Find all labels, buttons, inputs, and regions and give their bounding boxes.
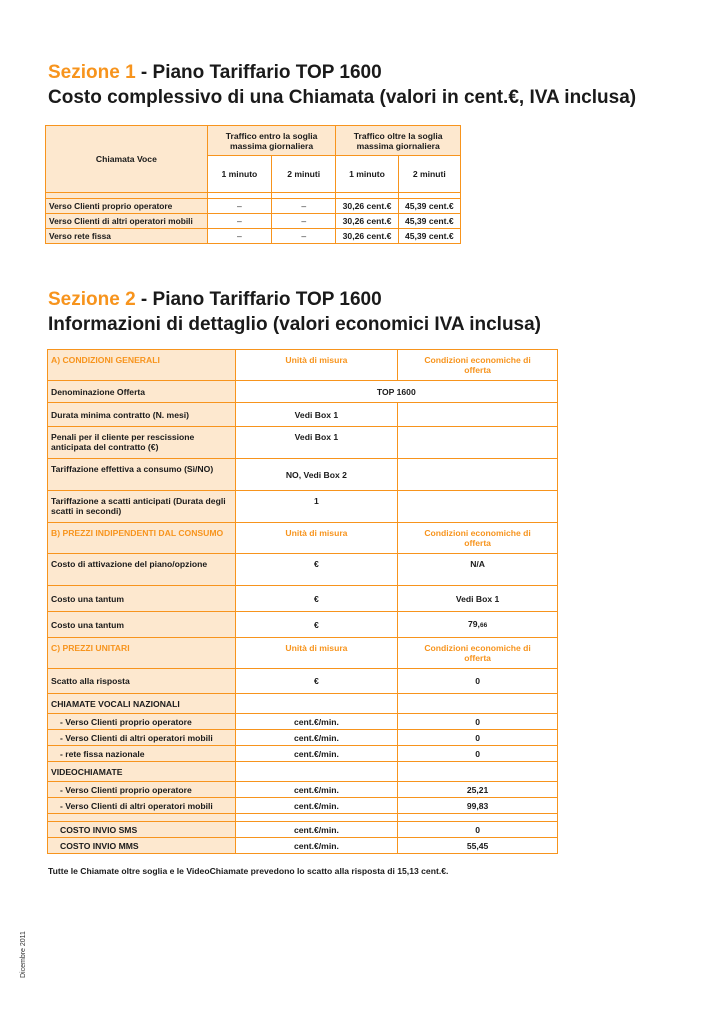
section2-title: - Piano Tariffario TOP 1600 <box>135 289 382 310</box>
section-b-header: B) PREZZI INDIPENDENTI DAL CONSUMO <box>48 523 236 554</box>
row-label: Tariffazione a scatti anticipati (Durata degli scatti in secondi) <box>48 491 236 523</box>
cell: N/A <box>398 554 558 586</box>
row-label: - Verso Clienti proprio operatore <box>48 782 236 798</box>
section1-label: Sezione 1 <box>48 62 136 83</box>
cell: € <box>235 612 398 638</box>
row-label: Durata minima contratto (N. mesi) <box>48 403 236 427</box>
table-row <box>48 798 558 814</box>
table-row <box>48 730 558 746</box>
row-label: Denominazione Offerta <box>48 381 236 403</box>
row-label: Penali per il cliente per rescissione anticipata del contratto (€) <box>48 427 236 459</box>
cell: 99,83 <box>398 798 558 814</box>
sub-header: 1 minuto <box>336 156 398 193</box>
cell: 0 <box>398 669 558 694</box>
section2-subtitle: Informazioni di dettaglio (valori economici IVA inclusa) <box>48 314 542 335</box>
cell: 1 <box>235 491 398 523</box>
row-label: COSTO INVIO SMS <box>48 822 236 838</box>
cell: 30,26 cent.€ <box>336 229 398 244</box>
cell: 0 <box>398 714 558 730</box>
cell: Vedi Box 1 <box>398 586 558 612</box>
group-oltre-soglia: Traffico oltre la soglia massima giornaliera <box>336 126 461 156</box>
cell: € <box>235 669 398 694</box>
price-decimals: 66 <box>479 621 488 629</box>
table-row <box>48 746 558 762</box>
cell: 45,39 cent.€ <box>398 214 460 229</box>
cell: 45,39 cent.€ <box>398 229 460 244</box>
cell: 25,21 <box>398 782 558 798</box>
sub-header: 2 minuti <box>272 156 336 193</box>
section1-subtitle: Costo complessivo di una Chiamata (valori in cent.€, IVA inclusa) <box>48 87 637 108</box>
row-label: - Verso Clienti proprio operatore <box>48 714 236 730</box>
cell: cent.€/min. <box>235 822 398 838</box>
footnote: Tutte le Chiamate oltre soglia e le VideoChiamate prevedono lo scatto alla risposta di 15,13 cent.€. <box>48 866 449 876</box>
row-label: Tariffazione effettiva a consumo (Sì/NO) <box>48 459 236 491</box>
table-row <box>48 782 558 798</box>
row-label: - rete fissa nazionale <box>48 746 236 762</box>
cell: € <box>235 554 398 586</box>
cell: 55,45 <box>398 838 558 854</box>
cell: cent.€/min. <box>235 798 398 814</box>
conditions-header: Condizioni economiche di offerta <box>398 350 558 381</box>
group-label: CHIAMATE VOCALI NAZIONALI <box>48 694 236 714</box>
table-row <box>48 838 558 854</box>
cell: 45,39 cent.€ <box>398 199 460 214</box>
cell: – <box>207 199 271 214</box>
row-label: Verso Clienti proprio operatore <box>46 199 208 214</box>
cell: 0 <box>398 746 558 762</box>
cell: Vedi Box 1 <box>235 427 398 459</box>
cell: cent.€/min. <box>235 838 398 854</box>
cell: NO, Vedi Box 2 <box>235 459 398 491</box>
cell: 0 <box>398 822 558 838</box>
conditions-header: Condizioni economiche di offerta <box>398 523 558 554</box>
section1-heading <box>48 60 636 110</box>
sub-header: 1 minuto <box>207 156 271 193</box>
group-label: VIDEOCHIAMATE <box>48 762 236 782</box>
cell <box>398 612 558 638</box>
row-label: Verso rete fissa <box>46 229 208 244</box>
table-row <box>48 822 558 838</box>
cell: – <box>207 214 271 229</box>
cell: – <box>272 214 336 229</box>
row-label: Costo di attivazione del piano/opzione <box>48 554 236 586</box>
cell: cent.€/min. <box>235 746 398 762</box>
cell: cent.€/min. <box>235 730 398 746</box>
cell: – <box>272 229 336 244</box>
side-date: Dicembre 2011 <box>20 931 27 978</box>
cell: 30,26 cent.€ <box>336 199 398 214</box>
col-chiamata-voce: Chiamata Voce <box>46 126 208 193</box>
cell: cent.€/min. <box>235 714 398 730</box>
row-label: - Verso Clienti di altri operatori mobili <box>48 798 236 814</box>
cell: – <box>272 199 336 214</box>
section2-heading <box>48 287 541 337</box>
call-cost-table <box>45 125 461 244</box>
row-label: Verso Clienti di altri operatori mobili <box>46 214 208 229</box>
row-label: Costo una tantum <box>48 612 236 638</box>
cell: 0 <box>398 730 558 746</box>
cell: Vedi Box 1 <box>235 403 398 427</box>
row-label: COSTO INVIO MMS <box>48 838 236 854</box>
group-entro-soglia: Traffico entro la soglia massima giornaliera <box>207 126 336 156</box>
table-row <box>46 214 461 229</box>
price-main: 79, <box>468 618 480 629</box>
section-c-header: C) PREZZI UNITARI <box>48 638 236 669</box>
conditions-header: Condizioni economiche di offerta <box>398 638 558 669</box>
section1-title: - Piano Tariffario TOP 1600 <box>135 62 382 83</box>
unit-header: Unità di misura <box>235 523 398 554</box>
table-row <box>48 714 558 730</box>
row-label: - Verso Clienti di altri operatori mobili <box>48 730 236 746</box>
section2-label: Sezione 2 <box>48 289 136 310</box>
unit-header: Unità di misura <box>235 350 398 381</box>
section-a-header: A) CONDIZIONI GENERALI <box>48 350 236 381</box>
row-label: Scatto alla risposta <box>48 669 236 694</box>
row-label: Costo una tantum <box>48 586 236 612</box>
cell: cent.€/min. <box>235 782 398 798</box>
cell: – <box>207 229 271 244</box>
cell: € <box>235 586 398 612</box>
offer-name: TOP 1600 <box>235 381 557 403</box>
table-row <box>46 199 461 214</box>
details-table <box>47 349 558 854</box>
unit-header: Unità di misura <box>235 638 398 669</box>
sub-header: 2 minuti <box>398 156 460 193</box>
cell: 30,26 cent.€ <box>336 214 398 229</box>
table-row <box>46 229 461 244</box>
